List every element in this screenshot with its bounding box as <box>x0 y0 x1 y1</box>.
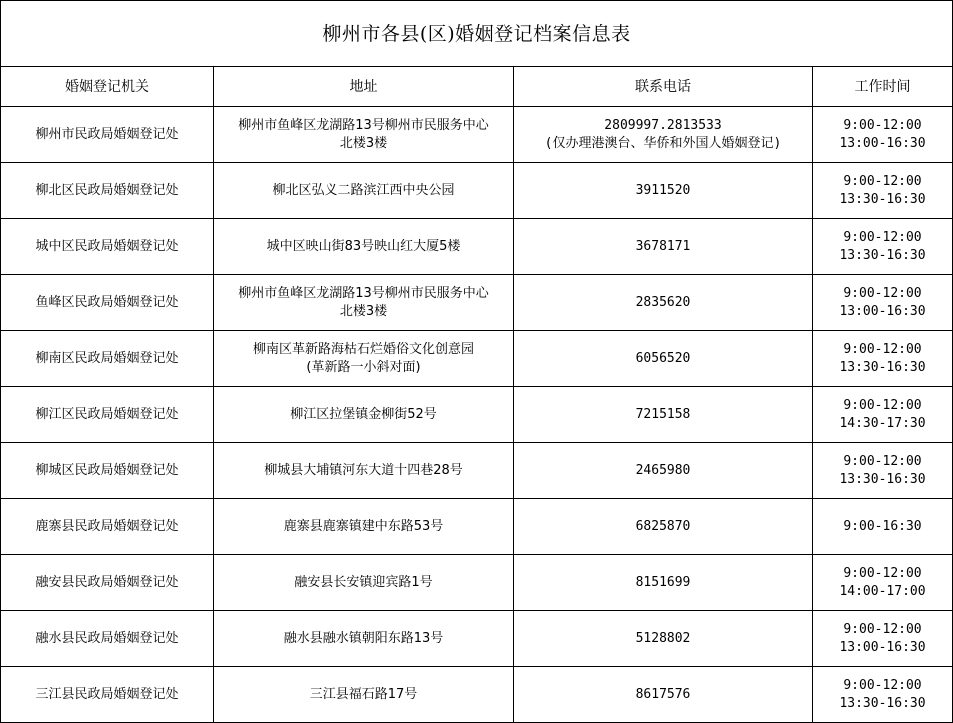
time-cell <box>813 107 953 163</box>
address-cell-line: 柳南区革新路海枯石烂婚俗文化创意园 <box>252 341 474 357</box>
time-cell-line: 9:00-12:00 <box>843 285 922 301</box>
address-cell-line: 柳城县大埔镇河东大道十四巷28号 <box>264 462 463 478</box>
phone-cell <box>514 443 813 499</box>
time-cell-line: 13:30-16:30 <box>839 191 926 207</box>
address-cell <box>214 163 514 219</box>
time-cell-line: 13:30-16:30 <box>839 247 926 263</box>
phone-cell-line: 5128802 <box>635 630 691 646</box>
phone-cell-line: 7215158 <box>635 406 691 422</box>
address-cell <box>214 611 514 667</box>
phone-cell-line: 6056520 <box>635 350 691 366</box>
phone-cell-line: 6825870 <box>635 518 691 534</box>
table-row <box>1 219 953 275</box>
header-time: 工作时间 <box>813 67 953 107</box>
time-cell-line: 13:30-16:30 <box>839 695 926 711</box>
address-cell <box>214 555 514 611</box>
phone-cell <box>514 667 813 723</box>
phone-cell <box>514 107 813 163</box>
address-cell <box>214 443 514 499</box>
table-row <box>1 611 953 667</box>
time-cell-line: 14:30-17:30 <box>839 415 926 431</box>
table-row <box>1 331 953 387</box>
address-cell-line: 鹿寨县鹿寨镇建中东路53号 <box>283 518 444 534</box>
address-cell-line: 柳州市鱼峰区龙湖路13号柳州市民服务中心 <box>238 285 489 301</box>
table-row <box>1 443 953 499</box>
org-cell: 柳南区民政局婚姻登记处 <box>1 331 214 387</box>
table-row <box>1 163 953 219</box>
time-cell-line: 13:00-16:30 <box>839 639 926 655</box>
phone-cell-line: 8151699 <box>635 574 691 590</box>
address-cell <box>214 219 514 275</box>
time-cell-line: 9:00-12:00 <box>843 173 922 189</box>
time-cell-line: 9:00-12:00 <box>843 677 922 693</box>
address-cell-line: 柳北区弘义二路滨江西中央公园 <box>272 182 455 198</box>
time-cell-line: 9:00-12:00 <box>843 565 922 581</box>
phone-cell <box>514 611 813 667</box>
time-cell-line: 9:00-12:00 <box>843 453 922 469</box>
time-cell <box>813 163 953 219</box>
org-cell: 柳江区民政局婚姻登记处 <box>1 387 214 443</box>
time-cell-line: 9:00-12:00 <box>843 229 922 245</box>
org-cell: 城中区民政局婚姻登记处 <box>1 219 214 275</box>
org-cell: 柳北区民政局婚姻登记处 <box>1 163 214 219</box>
table-row <box>1 387 953 443</box>
table-title: 柳州市各县(区)婚姻登记档案信息表 <box>1 1 953 67</box>
time-cell-line: 13:30-16:30 <box>839 471 926 487</box>
org-cell: 鱼峰区民政局婚姻登记处 <box>1 275 214 331</box>
address-cell <box>214 499 514 555</box>
org-cell: 柳城区民政局婚姻登记处 <box>1 443 214 499</box>
address-cell <box>214 107 514 163</box>
phone-cell-line: 8617576 <box>635 686 691 702</box>
time-cell-line: 14:00-17:00 <box>839 583 926 599</box>
phone-cell <box>514 331 813 387</box>
address-cell-line: 柳州市鱼峰区龙湖路13号柳州市民服务中心 <box>238 117 489 133</box>
time-cell <box>813 611 953 667</box>
phone-cell-line: 2835620 <box>635 294 691 310</box>
table-row <box>1 275 953 331</box>
header-address: 地址 <box>214 67 514 107</box>
phone-cell-line: 3678171 <box>635 238 691 254</box>
phone-cell-line: 2809997.2813533 <box>604 117 722 133</box>
org-cell: 柳州市民政局婚姻登记处 <box>1 107 214 163</box>
header-phone: 联系电话 <box>514 67 813 107</box>
time-cell-line: 9:00-12:00 <box>843 397 922 413</box>
header-org: 婚姻登记机关 <box>1 67 214 107</box>
time-cell-line: 9:00-12:00 <box>843 621 922 637</box>
address-cell-line: 融安县长安镇迎宾路1号 <box>294 574 433 590</box>
address-cell-line: 北楼3楼 <box>339 303 388 319</box>
time-cell-line: 9:00-16:30 <box>843 518 922 534</box>
org-cell: 鹿寨县民政局婚姻登记处 <box>1 499 214 555</box>
header-row <box>1 67 953 107</box>
phone-cell <box>514 387 813 443</box>
table-row <box>1 499 953 555</box>
org-cell: 三江县民政局婚姻登记处 <box>1 667 214 723</box>
time-cell-line: 9:00-12:00 <box>843 117 922 133</box>
table-row <box>1 555 953 611</box>
time-cell <box>813 499 953 555</box>
phone-cell <box>514 219 813 275</box>
phone-cell-line: 3911520 <box>635 182 691 198</box>
time-cell <box>813 219 953 275</box>
phone-cell <box>514 555 813 611</box>
time-cell <box>813 387 953 443</box>
time-cell <box>813 667 953 723</box>
time-cell-line: 13:00-16:30 <box>839 135 926 151</box>
phone-cell <box>514 499 813 555</box>
phone-cell-line: 2465980 <box>635 462 691 478</box>
address-cell-line: 柳江区拉堡镇金柳街52号 <box>290 406 437 422</box>
address-cell <box>214 275 514 331</box>
time-cell <box>813 275 953 331</box>
time-cell <box>813 555 953 611</box>
table-row <box>1 107 953 163</box>
phone-cell <box>514 163 813 219</box>
org-cell: 融安县民政局婚姻登记处 <box>1 555 214 611</box>
time-cell-line: 13:30-16:30 <box>839 359 926 375</box>
address-cell <box>214 387 514 443</box>
phone-cell-line: (仅办理港澳台、华侨和外国人婚姻登记) <box>544 135 782 151</box>
address-cell-line: 北楼3楼 <box>339 135 388 151</box>
address-cell <box>214 667 514 723</box>
address-cell-line: 城中区映山街83号映山红大厦5楼 <box>266 238 461 254</box>
org-cell: 融水县民政局婚姻登记处 <box>1 611 214 667</box>
phone-cell <box>514 275 813 331</box>
address-cell-line: (革新路一小斜对面) <box>306 359 421 375</box>
address-cell-line: 三江县福石路17号 <box>309 686 418 702</box>
address-cell-line: 融水县融水镇朝阳东路13号 <box>283 630 444 646</box>
address-cell <box>214 331 514 387</box>
time-cell <box>813 443 953 499</box>
time-cell-line: 9:00-12:00 <box>843 341 922 357</box>
table-row <box>1 667 953 723</box>
time-cell <box>813 331 953 387</box>
time-cell-line: 13:00-16:30 <box>839 303 926 319</box>
